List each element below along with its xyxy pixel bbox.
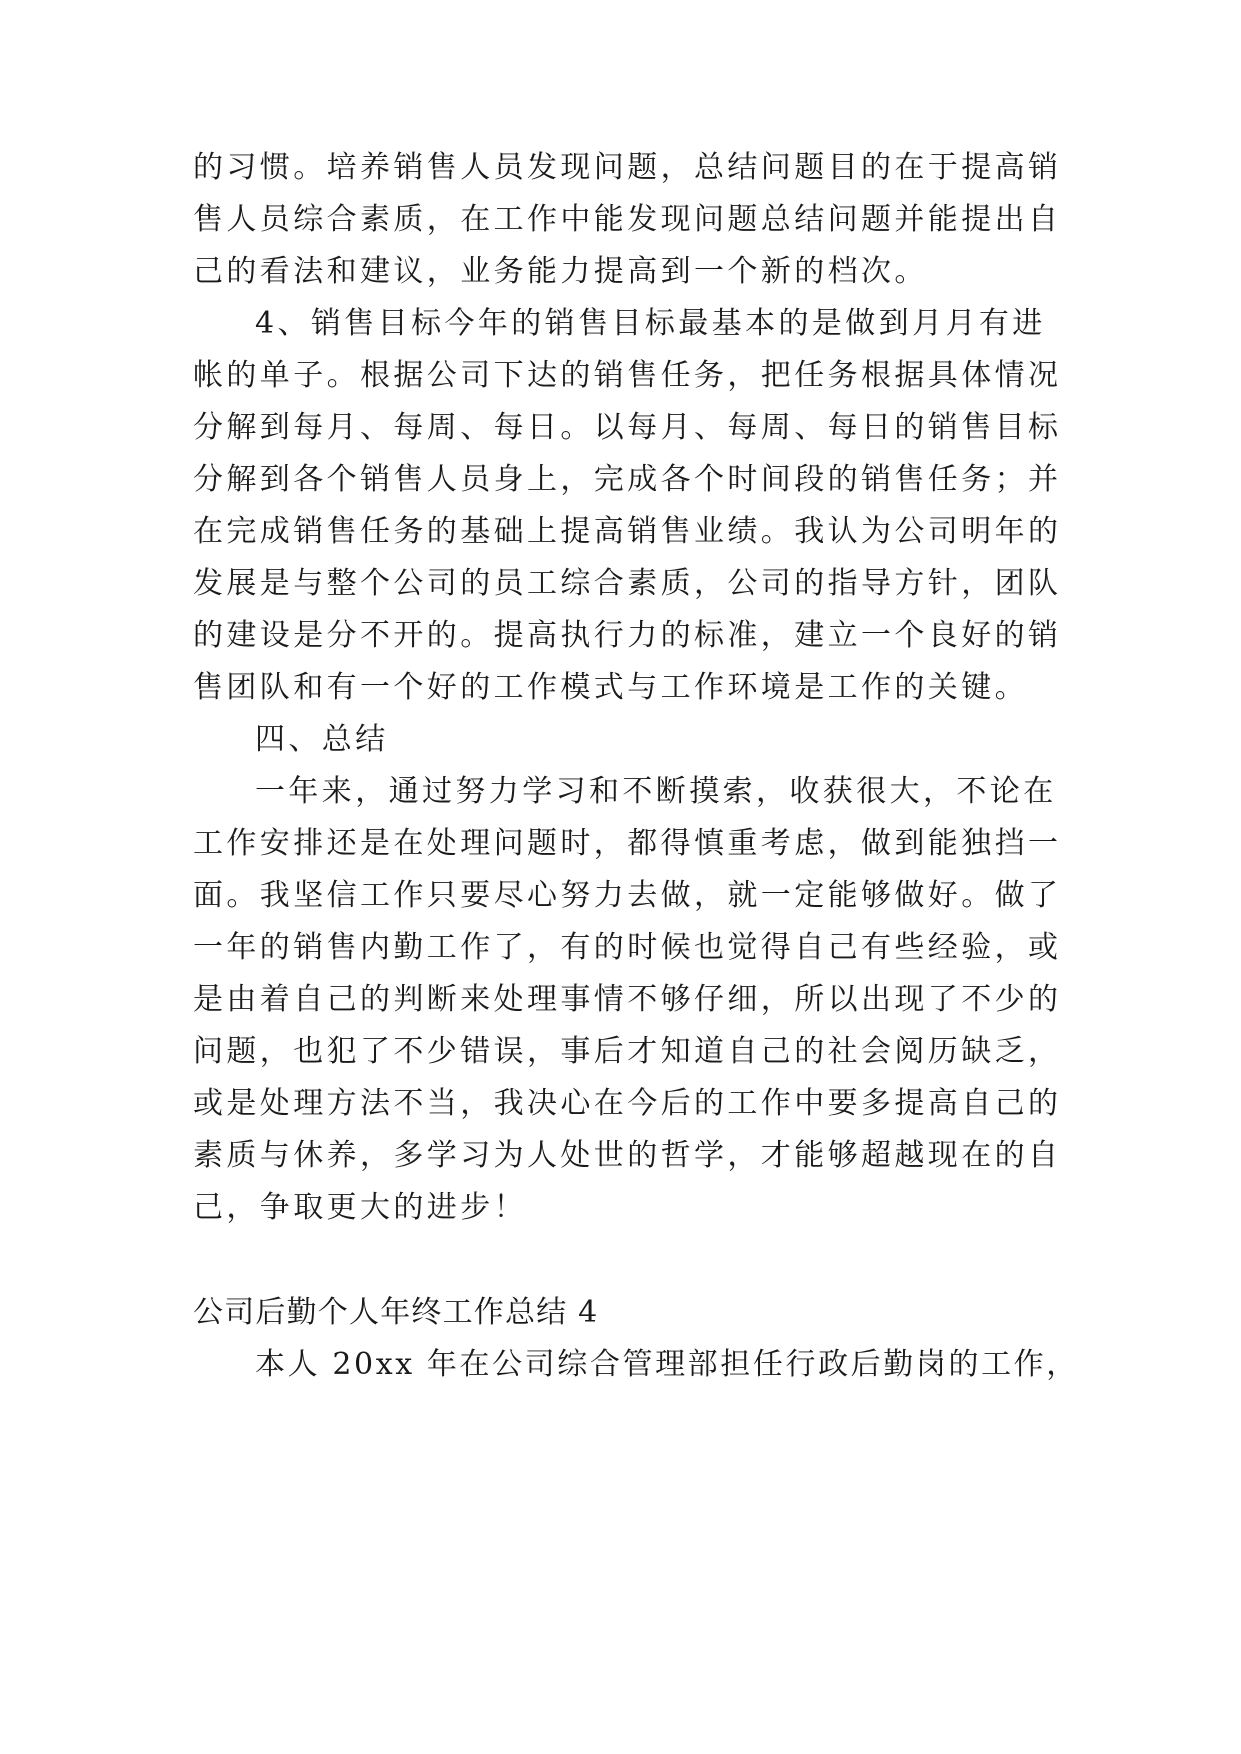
body-text-line: 售人员综合素质，在工作中能发现问题总结问题并能提出自 <box>193 202 1062 237</box>
body-text-line: 己，争取更大的进步！ <box>193 1190 527 1225</box>
body-text-line: 售团队和有一个好的工作模式与工作环境是工作的关键。 <box>193 670 1028 705</box>
body-text-line: 问题，也犯了不少错误，事后才知道自己的社会阅历缺乏， <box>193 1034 1062 1069</box>
body-text-line: 工作安排还是在处理问题时，都得慎重考虑，做到能独挡一 <box>193 826 1062 861</box>
body-text-line: 帐的单子。根据公司下达的销售任务，把任务根据具体情况 <box>193 358 1062 393</box>
body-text-line: 的习惯。培养销售人员发现问题，总结问题目的在于提高销 <box>193 150 1062 185</box>
document-title: 公司后勤个人年终工作总结 4 <box>193 1295 599 1330</box>
body-text-line: 分解到各个销售人员身上，完成各个时间段的销售任务；并 <box>193 462 1062 497</box>
section-heading: 四、总结 <box>255 722 389 757</box>
body-text-line: 或是处理方法不当，我决心在今后的工作中要多提高自己的 <box>193 1086 1062 1121</box>
body-text-line: 素质与休养，多学习为人处世的哲学，才能够超越现在的自 <box>193 1138 1062 1173</box>
body-text-line: 在完成销售任务的基础上提高销售业绩。我认为公司明年的 <box>193 514 1062 549</box>
body-text-line: 的建设是分不开的。提高执行力的标准，建立一个良好的销 <box>193 618 1062 653</box>
body-text-line: 己的看法和建议，业务能力提高到一个新的档次。 <box>193 254 928 289</box>
body-text-line: 4、销售目标今年的销售目标最基本的是做到月月有进 <box>255 306 1046 341</box>
body-text-line: 面。我坚信工作只要尽心努力去做，就一定能够做好。做了 <box>193 878 1062 913</box>
body-text-line: 本人 20xx 年在公司综合管理部担任行政后勤岗的工作， <box>255 1347 1079 1382</box>
body-text-line: 分解到每月、每周、每日。以每月、每周、每日的销售目标 <box>193 410 1062 445</box>
body-text-line: 一年来，通过努力学习和不断摸索，收获很大，不论在 <box>255 774 1057 809</box>
body-text-line: 一年的销售内勤工作了，有的时候也觉得自己有些经验，或 <box>193 930 1062 965</box>
body-text-line: 是由着自己的判断来处理事情不够仔细，所以出现了不少的 <box>193 982 1062 1017</box>
body-text-line: 发展是与整个公司的员工综合素质，公司的指导方针，团队 <box>193 566 1062 601</box>
